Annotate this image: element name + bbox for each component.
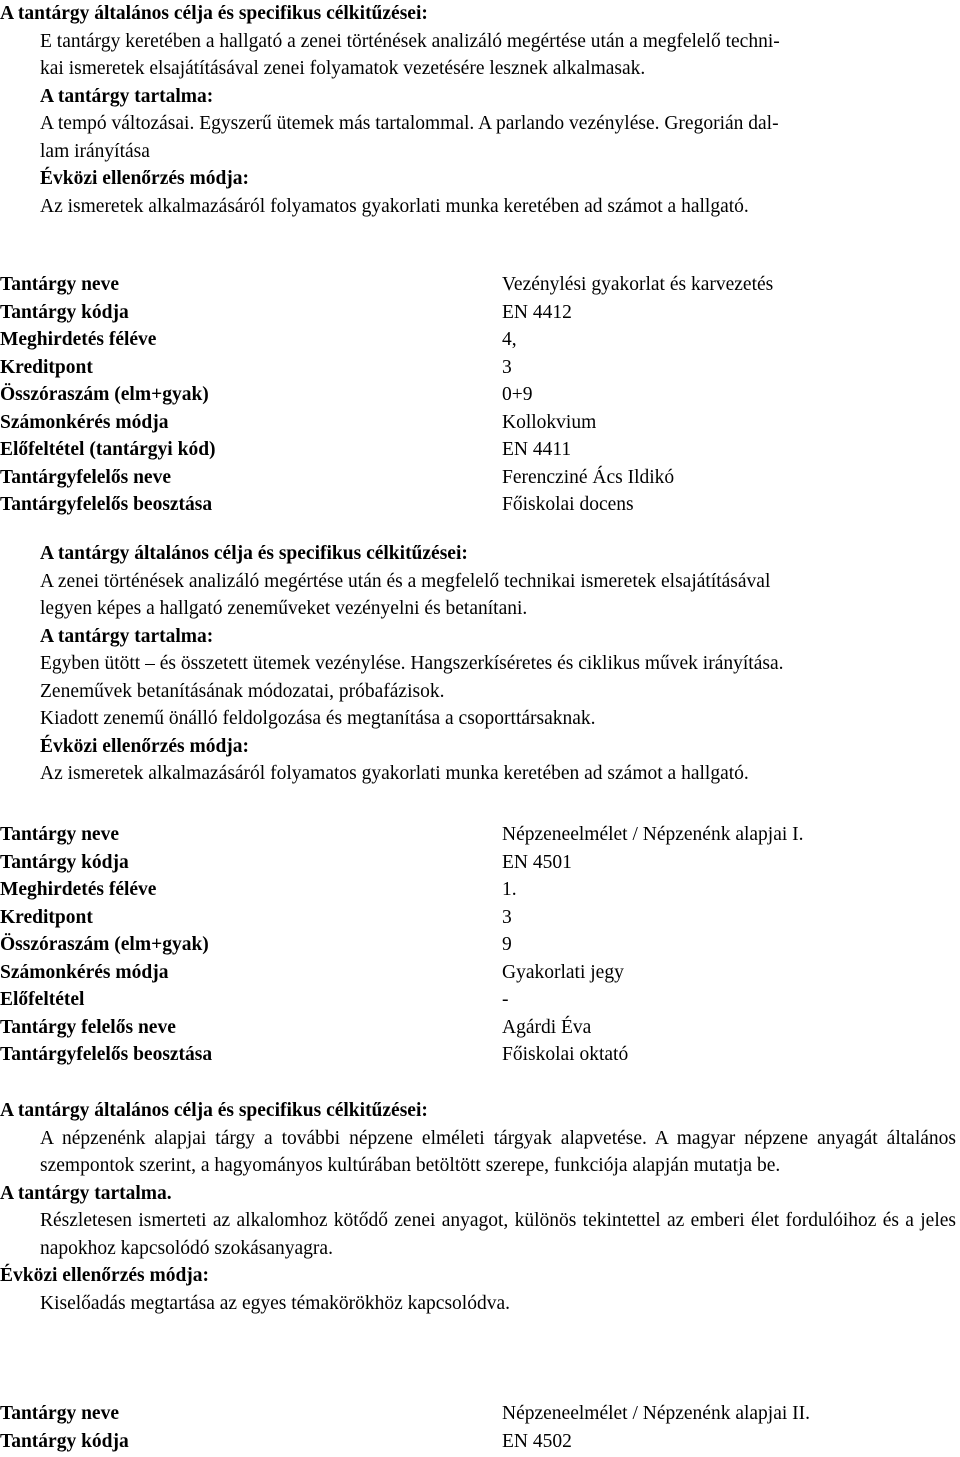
content-heading: A tantárgy tartalma.: [0, 1182, 172, 1204]
content-line: Egyben ütött – és összetett ütemek vezénylése. Hangszerkíséretes és ciklikus művek irányítása.: [40, 653, 784, 674]
course-row: [0, 271, 960, 299]
course-row: [0, 491, 960, 519]
course-row: [0, 904, 960, 932]
row-value: Ferencziné Ács Ildikó: [502, 466, 675, 488]
row-label: Előfeltétel (tantárgyi kód): [0, 439, 216, 460]
row-value: Népzeneelmélet / Népzenénk alapjai II.: [502, 1403, 811, 1424]
course-row: [0, 931, 960, 959]
content-line: lam irányítása: [40, 140, 150, 162]
eval-text: Az ismeretek alkalmazásáról folyamatos gyakorlati munka keretében ad számot a hallgató.: [40, 763, 749, 784]
course-row: [0, 849, 960, 877]
course-row: [0, 876, 960, 904]
row-value: EN 4502: [502, 1430, 572, 1452]
row-label: Kreditpont: [0, 356, 93, 378]
row-label: Tantárgy kódja: [0, 851, 129, 873]
eval-text: Az ismeretek alkalmazásáról folyamatos gyakorlati munka keretében ad számot a hallgató.: [40, 195, 749, 217]
content-line: Kiadott zenemű önálló feldolgozása és megtanítása a csoporttársaknak.: [40, 708, 596, 729]
content-heading: A tantárgy tartalma:: [40, 625, 214, 647]
goal-heading: A tantárgy általános célja és specifikus célkitűzései:: [40, 543, 468, 564]
course-info-table-2: [0, 821, 960, 1069]
row-value: Főiskolai oktató: [502, 1044, 629, 1065]
course-row: [0, 986, 960, 1014]
eval-heading: Évközi ellenőrzés módja:: [0, 1265, 210, 1286]
row-label: Kreditpont: [0, 906, 93, 928]
row-label: Tantárgy neve: [0, 1403, 119, 1424]
course-info-table-1: [0, 271, 960, 519]
row-value: 1.: [502, 879, 517, 900]
content-line: Zeneművek betanításának módozatai, próbafázisok.: [40, 680, 445, 702]
content-text: Részletesen ismerteti az alkalomhoz kötődő zenei anyagot, különös tekintettel az emberi élet fordulóihoz és a jeles napokhoz kapcsolódó szokásanyagra.: [40, 1210, 956, 1259]
row-value: -: [502, 989, 509, 1010]
goal-line: E tantárgy keretében a hallgató a zenei történések analizáló megértése után a megfelelő techni-: [40, 30, 780, 52]
row-value: 4,: [502, 329, 517, 350]
course-row: [0, 821, 960, 849]
course-row: [0, 381, 960, 409]
course-row: [0, 326, 960, 354]
course-info-table-3: [0, 1400, 960, 1455]
content-heading: A tantárgy tartalma:: [40, 85, 214, 107]
eval-text: Kiselőadás megtartása az egyes témakörökhöz kapcsolódva.: [40, 1292, 510, 1314]
row-value: Gyakorlati jegy: [502, 961, 624, 983]
row-label: Tantárgyfelelős beosztása: [0, 494, 213, 515]
goal-line: A zenei történések analizáló megértése után és a megfelelő technikai ismeretek elsajátításával: [40, 570, 771, 592]
row-value: EN 4411: [502, 439, 572, 460]
row-label: Tantárgy kódja: [0, 301, 129, 323]
course-row: [0, 1428, 960, 1456]
row-label: Tantárgyfelelős neve: [0, 466, 171, 488]
row-value: Kollokvium: [502, 411, 597, 433]
goal-line: kai ismeretek elsajátításával zenei folyamatok vezetésére lesznek alkalmasak.: [40, 58, 646, 79]
row-label: Tantárgyfelelős beosztása: [0, 1044, 213, 1065]
row-value: EN 4501: [502, 851, 572, 873]
goal-heading: A tantárgy általános célja és specifikus célkitűzései:: [0, 1100, 428, 1121]
row-value: Agárdi Éva: [502, 1016, 592, 1038]
course-row: [0, 1014, 960, 1042]
row-value: Főiskolai docens: [502, 494, 634, 515]
previous-course-section: [0, 0, 960, 220]
row-label: Összóraszám (elm+gyak): [0, 384, 209, 405]
row-value: 3: [502, 906, 512, 928]
content-line: A tempó változásai. Egyszerű ütemek más tartalommal. A parlando vezénylése. Gregorián dal-: [40, 113, 779, 134]
row-label: Számonkérés módja: [0, 961, 169, 983]
row-label: Számonkérés módja: [0, 411, 169, 433]
row-label: Meghirdetés féléve: [0, 879, 157, 900]
course-row: [0, 464, 960, 492]
course-row: [0, 1041, 960, 1069]
goal-text: A népzenénk alapjai tárgy a további népzene elméleti tárgyak alapvetése. A magyar népzene anyagát általános szempontok szerint, a hagyományos kultúrában betöltött szerepe, funkciója alapján mutatja be.: [40, 1127, 956, 1176]
course-description-1: [0, 540, 960, 788]
course-row: [0, 436, 960, 464]
row-label: Meghirdetés féléve: [0, 329, 157, 350]
row-label: Tantárgy neve: [0, 824, 119, 845]
course-row: [0, 299, 960, 327]
eval-heading: Évközi ellenőrzés módja:: [40, 735, 250, 757]
course-row: [0, 959, 960, 987]
course-row: [0, 409, 960, 437]
row-value: Vezénylési gyakorlat és karvezetés: [502, 274, 774, 295]
row-value: 9: [502, 934, 512, 955]
row-label: Tantárgy felelős neve: [0, 1016, 176, 1038]
row-label: Összóraszám (elm+gyak): [0, 934, 209, 955]
row-label: Tantárgy kódja: [0, 1430, 129, 1452]
course-row: [0, 1400, 960, 1428]
eval-heading: Évközi ellenőrzés módja:: [40, 168, 250, 189]
goal-heading: A tantárgy általános célja és specifikus célkitűzései:: [0, 3, 428, 24]
row-value: Népzeneelmélet / Népzenénk alapjai I.: [502, 824, 804, 845]
row-value: 0+9: [502, 384, 533, 405]
row-value: EN 4412: [502, 301, 572, 323]
goal-line: legyen képes a hallgató zeneműveket vezényelni és betanítani.: [40, 598, 528, 619]
course-description-2: [0, 1097, 960, 1317]
row-label: Előfeltétel: [0, 989, 85, 1010]
course-row: [0, 354, 960, 382]
row-value: 3: [502, 356, 512, 378]
row-label: Tantárgy neve: [0, 274, 119, 295]
